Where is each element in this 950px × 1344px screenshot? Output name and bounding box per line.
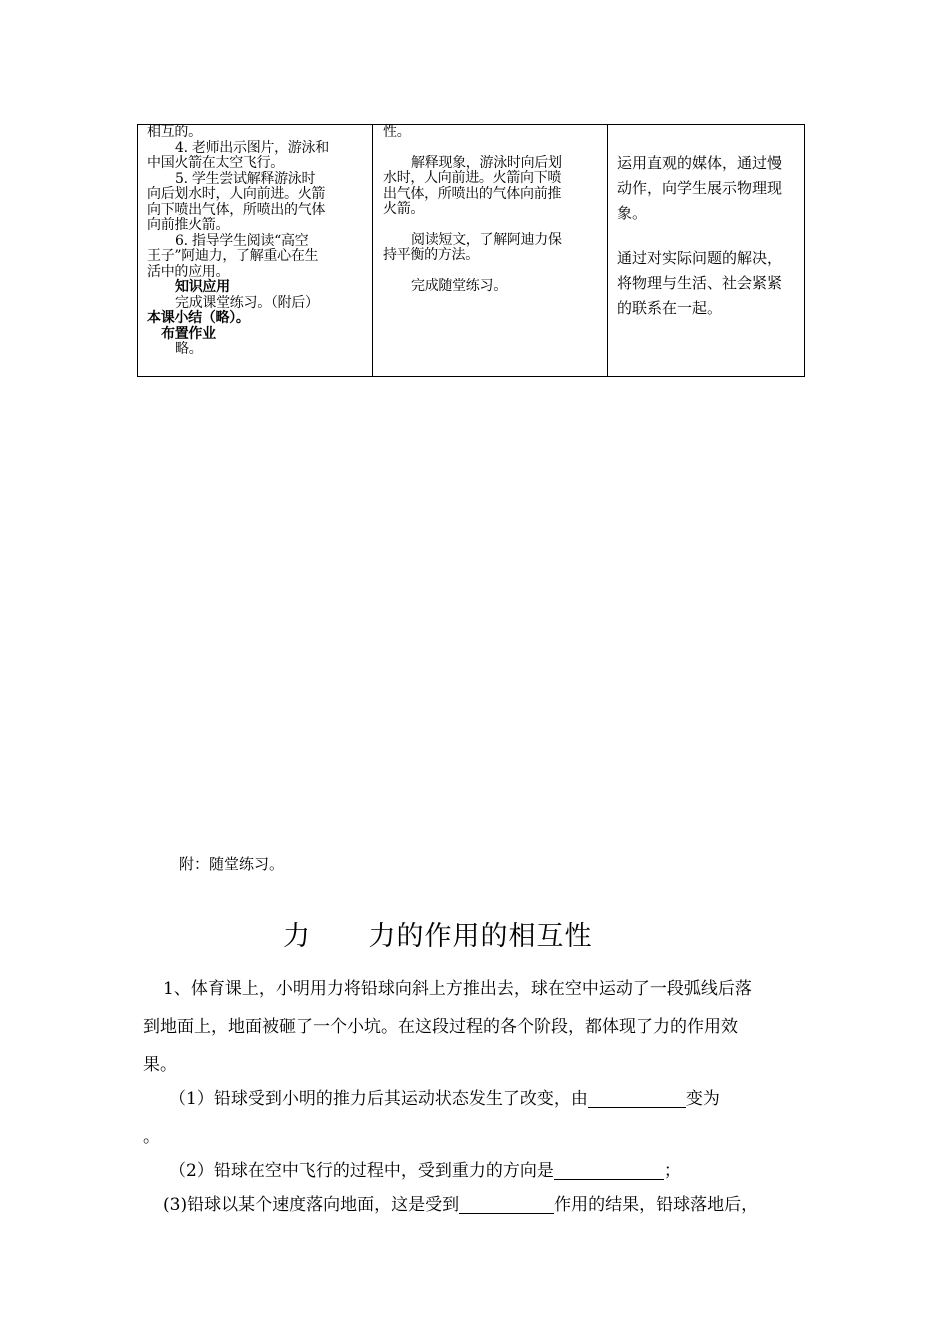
- cell-line: 解释现象，游泳时向后划: [411, 154, 562, 171]
- cell-line: 向后划水时，人向前进。火箭: [147, 186, 326, 202]
- cell-line: 向下喷出气体，所喷出的气体: [147, 201, 326, 218]
- cell-line: 完成课堂练习。（附后）: [175, 294, 319, 311]
- cell-line: 王子”阿迪力，了解重心在生: [147, 248, 319, 264]
- question-line: 果。: [143, 1055, 177, 1075]
- appendix-note: 附：随堂练习。: [179, 855, 285, 873]
- cell-line: 通过对实际问题的解决，: [617, 249, 783, 267]
- cell-line: 活中的应用。: [147, 263, 230, 280]
- teacher-activity-cell: [138, 125, 373, 376]
- sub-question-1: [169, 1084, 720, 1109]
- cell-line: 完成随堂练习。: [411, 277, 507, 294]
- cell-line: 相互的。: [147, 124, 202, 140]
- question-text: ；: [663, 1161, 681, 1181]
- cell-line: 阅读短文，了解阿迪力保: [411, 231, 562, 248]
- section-heading: 布置作业: [161, 325, 216, 342]
- student-activity-cell: [373, 125, 608, 376]
- cell-line: 性。: [383, 124, 411, 140]
- cell-line: 的联系在一起。: [617, 299, 723, 317]
- question-text: 变为: [685, 1089, 720, 1109]
- cell-line: 象。: [617, 204, 648, 222]
- design-intent-cell: [608, 125, 804, 376]
- question-line: 。: [143, 1127, 160, 1147]
- cell-line: 动作，向学生展示物理现: [617, 179, 783, 197]
- cell-line: 火箭。: [383, 201, 425, 217]
- cell-line: 水时，人向前进。火箭向下喷: [383, 170, 562, 186]
- question-text: 作用的结果，铅球落地后，: [554, 1195, 759, 1215]
- question-text: （2）铅球在空中飞行的过程中，受到重力的方向是: [169, 1161, 554, 1181]
- answer-blank[interactable]: [459, 1195, 554, 1214]
- cell-line: 将物理与生活、社会紧紧: [617, 274, 783, 292]
- sub-question-2: [169, 1156, 681, 1181]
- lesson-table: [137, 124, 805, 377]
- page-title: 力 力的作用的相互性: [283, 921, 593, 952]
- cell-line: 运用直观的媒体，通过慢: [617, 154, 783, 172]
- cell-line: 4. 老师出示图片，游泳和: [175, 139, 329, 156]
- cell-line: 向前推火箭。: [147, 217, 230, 233]
- section-heading: 本课小结（略）。: [147, 310, 250, 326]
- sub-question-3: [163, 1190, 758, 1215]
- section-heading: 知识应用: [175, 279, 230, 295]
- cell-line: 6. 指导学生阅读“高空: [175, 232, 309, 249]
- cell-line: 出气体，所喷出的气体向前推: [383, 185, 562, 202]
- question-line: 1、体育课上，小明用力将铅球向斜上方推出去，球在空中运动了一段弧线后落: [163, 979, 752, 999]
- cell-line: 5. 学生尝试解释游泳时: [175, 170, 316, 187]
- question-text: （1）铅球受到小明的推力后其运动状态发生了改变，由: [169, 1089, 588, 1109]
- cell-line: 中国火箭在太空飞行。: [147, 155, 284, 171]
- answer-blank[interactable]: [554, 1161, 664, 1180]
- cell-line: 持平衡的方法。: [383, 247, 479, 263]
- question-line: 到地面上，地面被砸了一个小坑。在这段过程的各个阶段，都体现了力的作用效: [143, 1017, 738, 1037]
- answer-blank[interactable]: [588, 1089, 686, 1108]
- question-text: (3)铅球以某个速度落向地面，这是受到: [163, 1195, 460, 1215]
- cell-line: 略。: [175, 341, 203, 357]
